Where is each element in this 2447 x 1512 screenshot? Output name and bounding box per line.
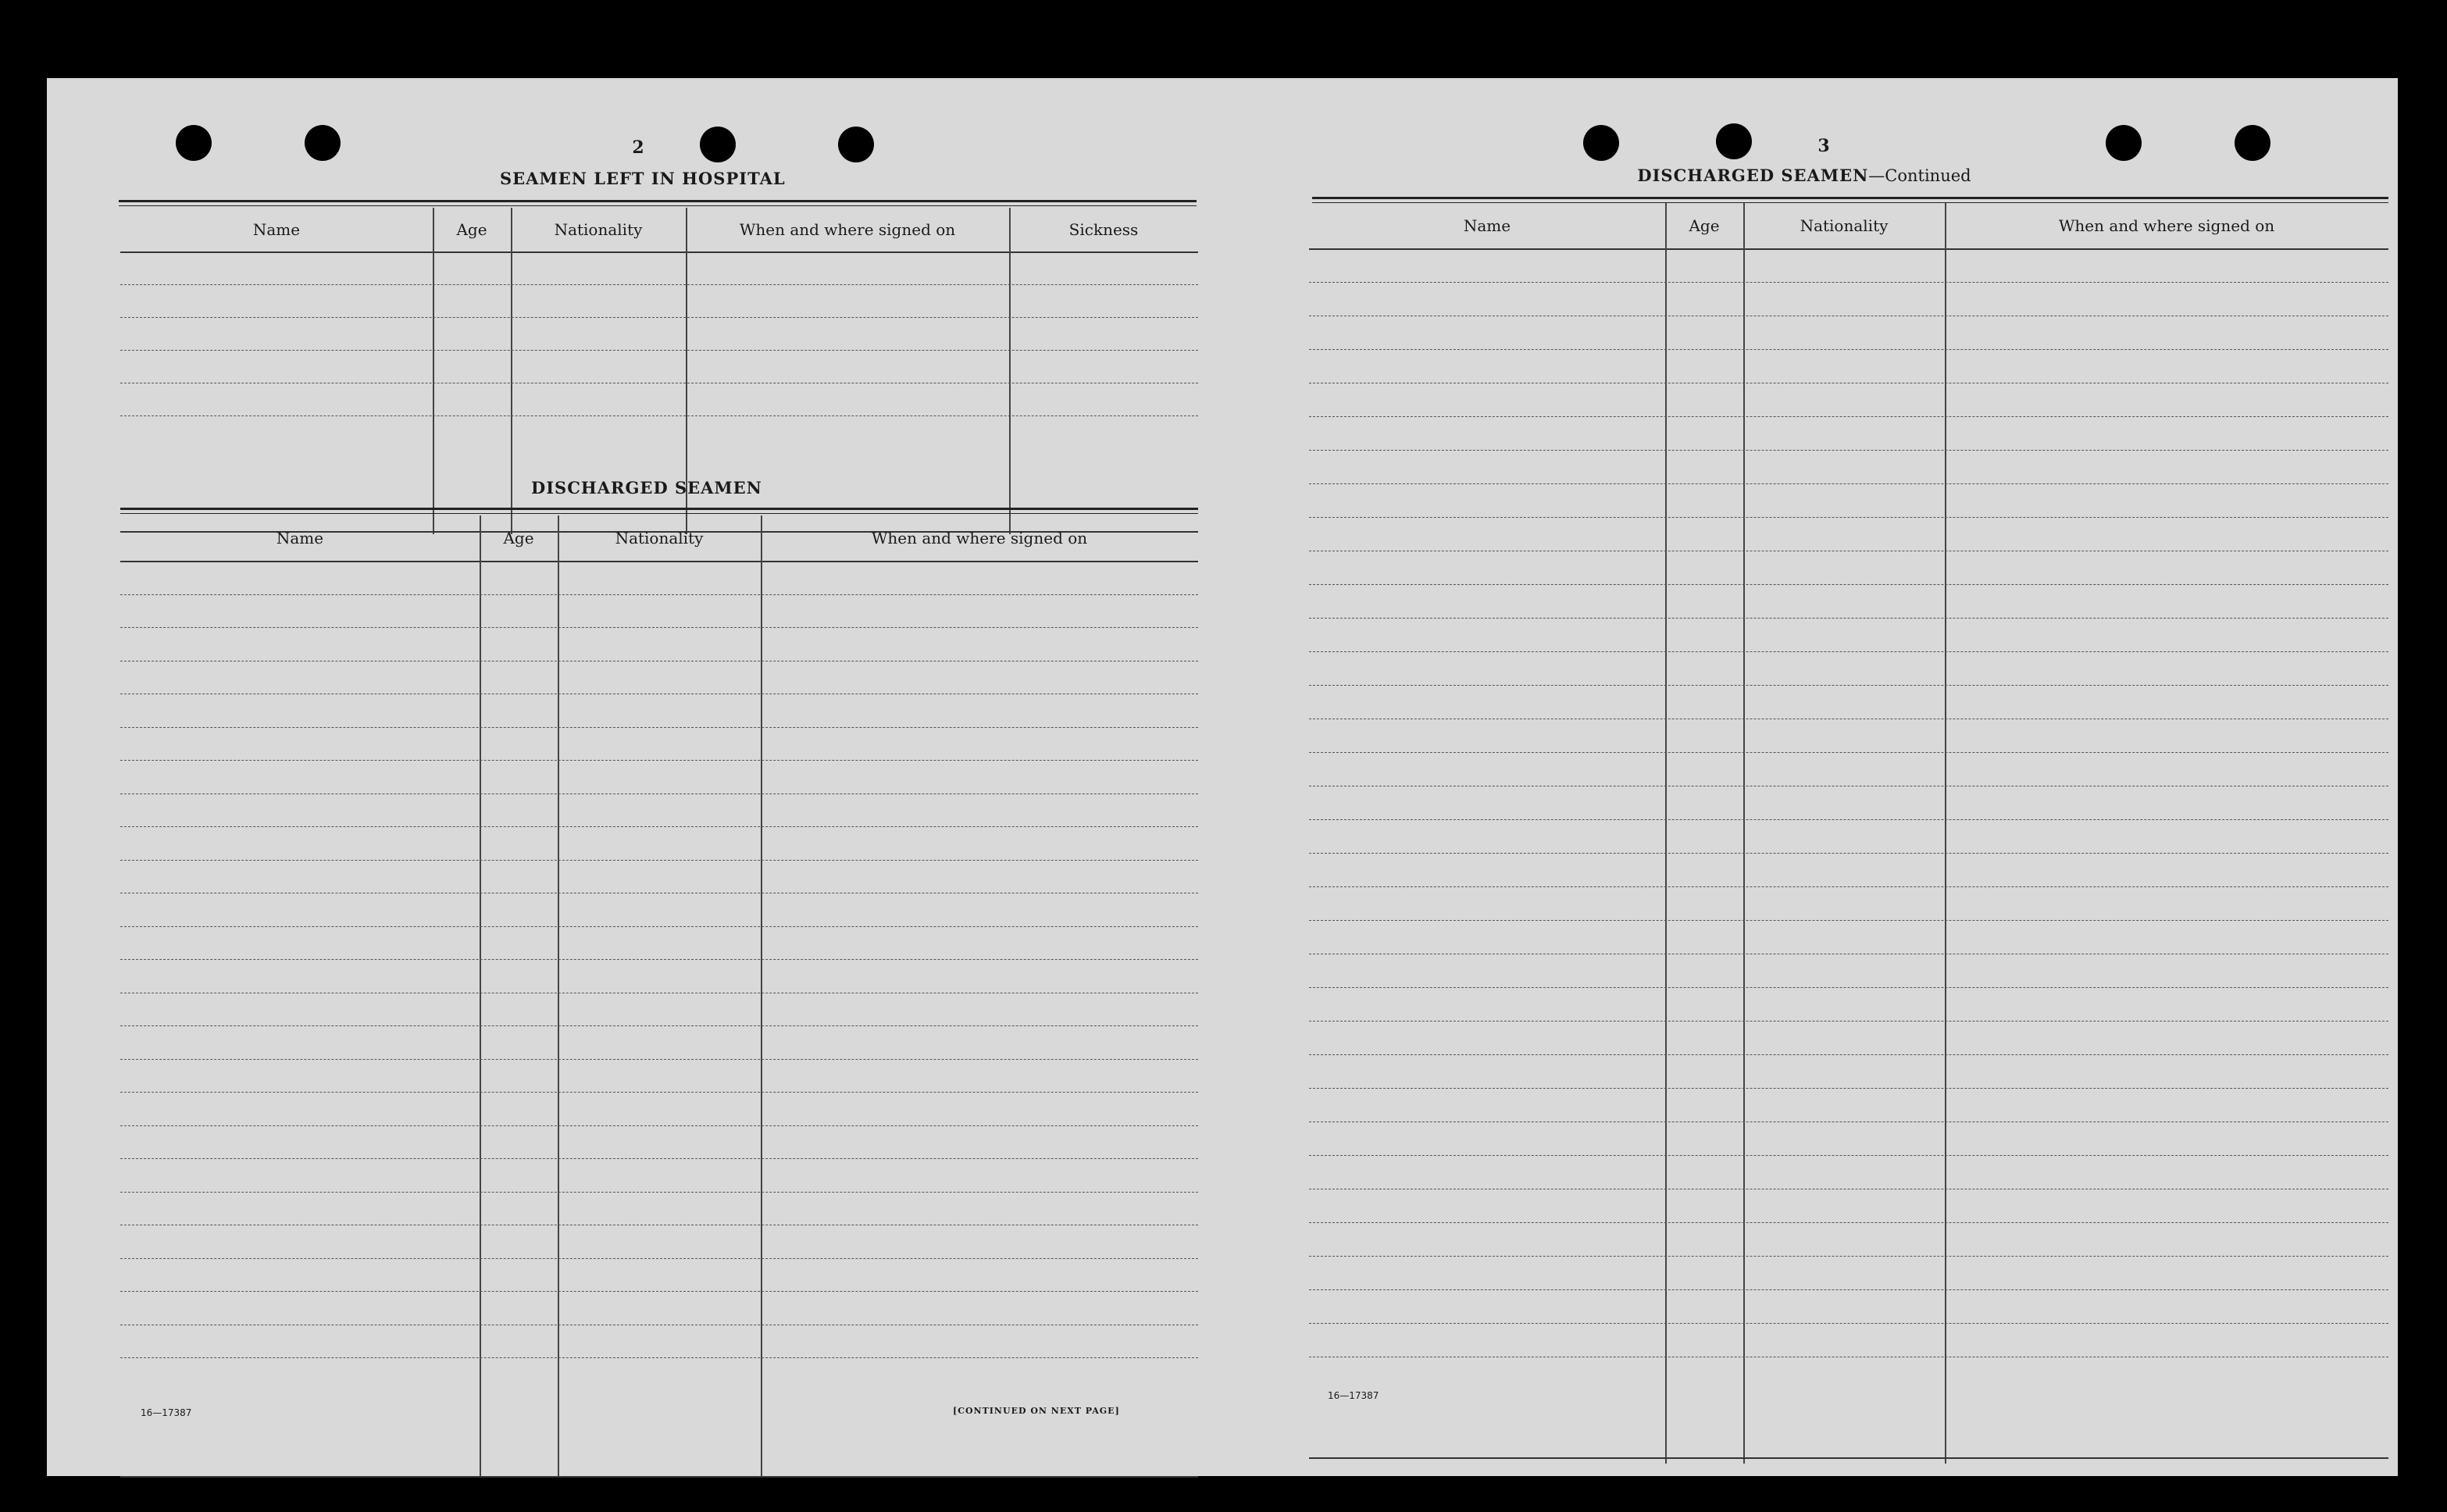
- table-row-line: [1309, 349, 2388, 350]
- hospital-table-header: [120, 208, 1198, 253]
- col-header-nationality: Nationality: [1800, 216, 1889, 235]
- table-row-line: [120, 1059, 1198, 1060]
- table-row-line: [120, 415, 1198, 416]
- table-row-line: [1309, 618, 2388, 619]
- column-divider: [1743, 203, 1745, 1464]
- hospital-title-rule: [119, 200, 1197, 206]
- table-row-line: [1309, 1054, 2388, 1055]
- discharged-continued-title-main: DISCHARGED SEAMEN: [1637, 166, 1869, 185]
- table-row-line: [1309, 1021, 2388, 1022]
- table-row-line: [1309, 1222, 2388, 1223]
- table-row-line: [1309, 1289, 2388, 1290]
- table-row-line: [1309, 651, 2388, 652]
- discharged-title-rule: [120, 508, 1198, 514]
- col-header-age: Age: [1689, 216, 1720, 235]
- punch-hole: [305, 125, 341, 161]
- column-divider: [480, 515, 481, 1476]
- column-divider: [558, 515, 559, 1476]
- punch-hole: [2106, 125, 2142, 161]
- table-row-line: [120, 1092, 1198, 1093]
- table-row-line: [120, 1158, 1198, 1159]
- page-number: 3: [1817, 136, 1830, 156]
- table-row-line: [1309, 450, 2388, 451]
- table-row-line: [120, 1192, 1198, 1193]
- column-divider: [1665, 203, 1667, 1464]
- table-row-line: [120, 1125, 1198, 1126]
- punch-hole: [838, 127, 874, 162]
- table-row-line: [1309, 1155, 2388, 1156]
- col-header-age: Age: [456, 220, 487, 239]
- table-row-line: [120, 959, 1198, 960]
- table-row-line: [120, 826, 1198, 827]
- table-row-line: [120, 793, 1198, 794]
- discharged-table-left-bottom-rule: [120, 1476, 1198, 1478]
- form-number: 16—17387: [1328, 1390, 1379, 1401]
- table-row-line: [1309, 853, 2388, 854]
- punch-hole: [176, 125, 212, 161]
- continued-note: [CONTINUED ON NEXT PAGE]: [953, 1406, 1120, 1416]
- table-row-line: [120, 627, 1198, 628]
- table-row-line: [1309, 920, 2388, 921]
- table-row-line: [120, 1025, 1198, 1026]
- table-row-line: [1309, 752, 2388, 753]
- table-row-line: [120, 727, 1198, 728]
- table-row-line: [1309, 987, 2388, 988]
- table-row-line: [1309, 282, 2388, 283]
- discharged-table-left-header: [120, 515, 1198, 562]
- col-header-name: Name: [276, 529, 324, 547]
- table-row-line: [120, 1291, 1198, 1292]
- punch-hole: [700, 127, 736, 162]
- table-row-line: [120, 350, 1198, 351]
- table-row-line: [1309, 819, 2388, 820]
- discharged-table-left: [120, 515, 1198, 1476]
- col-header-nationality: Nationality: [615, 529, 704, 547]
- col-header-signed-on: When and where signed on: [739, 220, 956, 239]
- table-row-line: [1309, 517, 2388, 518]
- document-sheet: [47, 78, 2398, 1476]
- discharged-continued-title-suffix: —Continued: [1868, 166, 1971, 185]
- column-divider: [511, 208, 512, 534]
- col-header-name: Name: [252, 220, 301, 239]
- hospital-section-title: SEAMEN LEFT IN HOSPITAL: [500, 169, 786, 188]
- col-header-signed-on: When and where signed on: [2058, 216, 2275, 235]
- table-row-line: [120, 1357, 1198, 1358]
- column-divider: [1009, 208, 1011, 534]
- table-row-line: [120, 926, 1198, 927]
- table-row-line: [120, 284, 1198, 285]
- table-row-line: [1309, 886, 2388, 887]
- col-header-nationality: Nationality: [554, 220, 643, 239]
- column-divider: [433, 208, 434, 534]
- col-header-name: Name: [1463, 216, 1511, 235]
- punch-hole: [2235, 125, 2270, 161]
- discharged-continued-title: [1625, 166, 1984, 185]
- discharged-section-title: DISCHARGED SEAMEN: [531, 478, 762, 497]
- page-number: 2: [632, 137, 644, 158]
- column-divider: [1945, 203, 1946, 1464]
- table-row-line: [1309, 416, 2388, 417]
- table-row-line: [1309, 1088, 2388, 1089]
- col-header-sickness: Sickness: [1068, 220, 1139, 239]
- punch-hole: [1716, 123, 1752, 159]
- table-row-line: [120, 661, 1198, 662]
- table-row-line: [1309, 1256, 2388, 1257]
- table-row-line: [1309, 584, 2388, 585]
- table-row-line: [120, 760, 1198, 761]
- punch-hole: [1583, 125, 1619, 161]
- table-row-line: [1309, 1323, 2388, 1324]
- discharged-table-right-bottom-rule: [1309, 1457, 2388, 1459]
- discharged-continued-title-rule: [1312, 197, 2388, 203]
- column-divider: [761, 515, 762, 1476]
- table-row-line: [120, 594, 1198, 595]
- table-row-line: [120, 1258, 1198, 1259]
- form-number: 16—17387: [141, 1407, 192, 1418]
- table-row-line: [120, 317, 1198, 318]
- table-row-line: [1309, 483, 2388, 484]
- col-header-age: Age: [503, 529, 534, 547]
- table-row-line: [120, 860, 1198, 861]
- table-row-line: [1309, 685, 2388, 686]
- col-header-signed-on: When and where signed on: [871, 529, 1088, 547]
- discharged-table-right-header: [1309, 203, 2388, 250]
- discharged-table-right: [1309, 203, 2388, 1464]
